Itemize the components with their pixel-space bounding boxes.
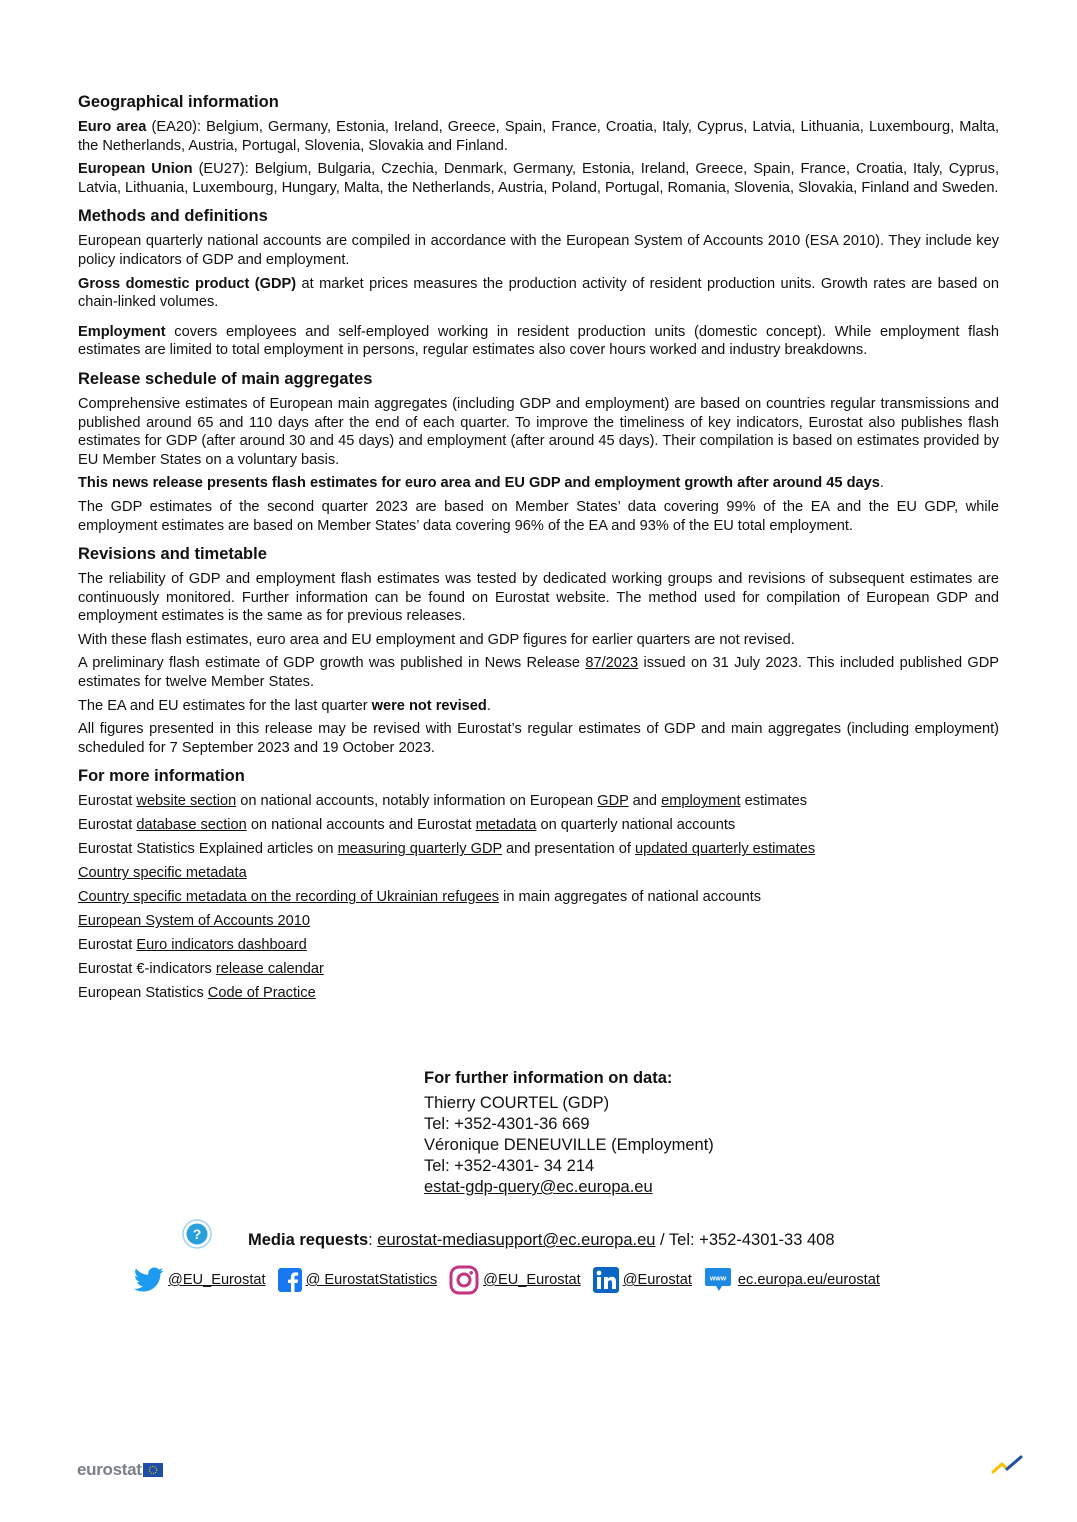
paragraph-gdp-definition: Gross domestic product (GDP) at market prices measures the production activity of resident production units. Growth rates are based on chain-linked volumes. [78, 275, 999, 311]
twitter-link[interactable]: @EU_Eurostat [134, 1267, 266, 1293]
contact-tel-gdp: Tel: +352-4301-36 669 [424, 1115, 590, 1133]
contact-block [424, 1068, 714, 1198]
paragraph-release-intro: Comprehensive estimates of European main aggregates (including GDP and employment) are based on countries regular transmissions and published around 65 and 110 days after the end of each quarter. To improve the timeliness of key indicators, Eurostat also publishes flash estimates for GDP (after around 30 and 45 days) and employment (after around 45 days). Their compilation is based on estimates provided by EU Member States on a voluntary basis. [78, 395, 999, 468]
list-item: Eurostat Euro indicators dashboard [78, 937, 307, 954]
country-metadata-link[interactable]: Country specific metadata [78, 865, 247, 882]
list-item: European Statistics Code of Practice [78, 985, 316, 1002]
list-item [78, 912, 999, 931]
media-requests-line: Media requests: eurostat-mediasupport@ec.europa.eu / Tel: +352-4301-33 408 [248, 1231, 835, 1249]
website-link[interactable]: www ec.europa.eu/eurostat [704, 1267, 880, 1293]
employment-link[interactable]: employment [661, 793, 741, 810]
metadata-link[interactable]: metadata [475, 817, 537, 834]
media-email-link[interactable]: eurostat-mediasupport@ec.europa.eu [377, 1231, 656, 1249]
eurostat-logo: eurostat [77, 1460, 163, 1480]
paragraph-reliability: The reliability of GDP and employment flash estimates was tested by dedicated working groups and revisions of subsequent estimates are continuously monitored. Further information can be found on Eurostat website. The method used for compilation of European GDP and employment estimates is the same as for previous releases. [78, 571, 999, 625]
section-heading: Revisions and timetable [78, 545, 267, 564]
web-icon [704, 1267, 734, 1293]
section-geographical [78, 92, 999, 197]
instagram-icon [449, 1265, 479, 1295]
instagram-link[interactable]: @EU_Eurostat [449, 1265, 581, 1295]
contact-heading: For further information on data: [424, 1069, 673, 1087]
release-calendar-link[interactable]: release calendar [215, 961, 324, 978]
database-section-link[interactable]: database section [136, 817, 247, 834]
svg-text:www: www [709, 1275, 727, 1283]
paragraph-release-bold: This news release presents flash estimates for euro area and EU GDP and employment growth after around 45 days. [78, 475, 884, 492]
contact-name-gdp: Thierry COURTEL (GDP) [424, 1094, 610, 1112]
paragraph-not-revised: With these flash estimates, euro area and EU employment and GDP figures for earlier quarters are not revised. [78, 631, 795, 648]
linkedin-link[interactable]: @Eurostat [593, 1267, 692, 1293]
paragraph-schedule: All figures presented in this release may be revised with Eurostat’s regular estimates of GDP and main aggregates (including employment) scheduled for 7 September 2023 and 19 October 2023. [78, 721, 999, 756]
facebook-link[interactable]: @ EurostatStatistics [278, 1268, 438, 1292]
social-links [134, 1266, 892, 1294]
svg-text:?: ? [192, 1226, 202, 1242]
linkedin-icon [593, 1267, 619, 1293]
paragraph-employment-definition: Employment covers employees and self-employed working in resident production units (domestic concept). While employment flash estimates are limited to total employment in persons, regular estimates also cover hours worked and industry breakdowns. [78, 323, 999, 359]
esa-2010-link[interactable]: European System of Accounts 2010 [78, 913, 311, 930]
list-item: Eurostat database section on national accounts and Eurostat metadata on quarterly national accounts [78, 817, 736, 834]
news-release-link[interactable]: 87/2023 [585, 655, 639, 672]
paragraph-european-union: European Union (EU27): Belgium, Bulgaria, Czechia, Denmark, Germany, Estonia, Ireland, Greece, Spain, France, Croatia, Italy, Cyprus, Latvia, Lithuania, Luxembourg, Hungary, Malta, the Netherlands, Austria, Poland, Portugal, Romania, Slovenia, Slovakia, Finland and Sweden. [78, 161, 999, 196]
eurostat-chart-mark-icon [990, 1455, 1024, 1477]
gdp-link[interactable]: GDP [597, 793, 629, 810]
section-heading: Methods and definitions [78, 207, 268, 226]
paragraph-release-coverage: The GDP estimates of the second quarter 2023 are based on Member States’ data covering 99% of the EA and the EU GDP, while employment estimates are based on Member States’ data covering 96% of the EA and 93% of the EU total employment. [78, 498, 999, 534]
section-revisions [78, 544, 999, 757]
section-methods [78, 206, 999, 360]
paragraph-last-quarter: The EA and EU estimates for the last quarter were not revised. [78, 697, 491, 714]
section-release-schedule [78, 369, 999, 535]
contact-email-link[interactable]: estat-gdp-query@ec.europa.eu [424, 1178, 653, 1196]
section-heading: For more information [78, 767, 245, 786]
list-item: Eurostat €-indicators release calendar [78, 961, 324, 978]
code-of-practice-link[interactable]: Code of Practice [207, 985, 316, 1002]
ukrainian-refugees-metadata-link[interactable]: Country specific metadata on the recording of Ukrainian refugees [78, 889, 500, 906]
eu-flag-icon [143, 1463, 163, 1477]
twitter-icon [134, 1267, 164, 1293]
list-item [78, 864, 999, 883]
updated-quarterly-estimates-link[interactable]: updated quarterly estimates [635, 841, 816, 858]
measuring-quarterly-gdp-link[interactable]: measuring quarterly GDP [337, 841, 502, 858]
contact-name-employment: Véronique DENEUVILLE (Employment) [424, 1136, 714, 1154]
document-body [78, 92, 999, 1010]
paragraph-euro-area: Euro area (EA20): Belgium, Germany, Estonia, Ireland, Greece, Spain, France, Croatia, Italy, Cyprus, Latvia, Lithuania, Luxembourg, Malta, the Netherlands, Austria, Portugal, Slovenia, Slovakia and Finland. [78, 119, 1000, 154]
section-heading: Release schedule of main aggregates [78, 369, 373, 388]
section-more-information [78, 766, 999, 1002]
list-item: Country specific metadata on the recording of Ukrainian refugees in main aggregates of national accounts [78, 889, 762, 906]
question-icon [182, 1219, 212, 1249]
euro-indicators-dashboard-link[interactable]: Euro indicators dashboard [136, 937, 307, 954]
website-section-link[interactable]: website section [136, 793, 237, 810]
section-heading: Geographical information [78, 93, 279, 111]
contact-tel-employment: Tel: +352-4301- 34 214 [424, 1157, 595, 1175]
paragraph-methods-intro: European quarterly national accounts are compiled in accordance with the European System of Accounts 2010 (ESA 2010). They include key policy indicators of GDP and employment. [78, 233, 999, 268]
paragraph-preliminary: A preliminary flash estimate of GDP growth was published in News Release 87/2023 issued on 31 July 2023. This included published GDP estimates for twelve Member States. [78, 655, 1000, 691]
facebook-icon [278, 1268, 302, 1292]
list-item: Eurostat Statistics Explained articles on measuring quarterly GDP and presentation of updated quarterly estimates [78, 841, 816, 858]
list-item: Eurostat website section on national accounts, notably information on European GDP and employment estimates [78, 793, 808, 810]
